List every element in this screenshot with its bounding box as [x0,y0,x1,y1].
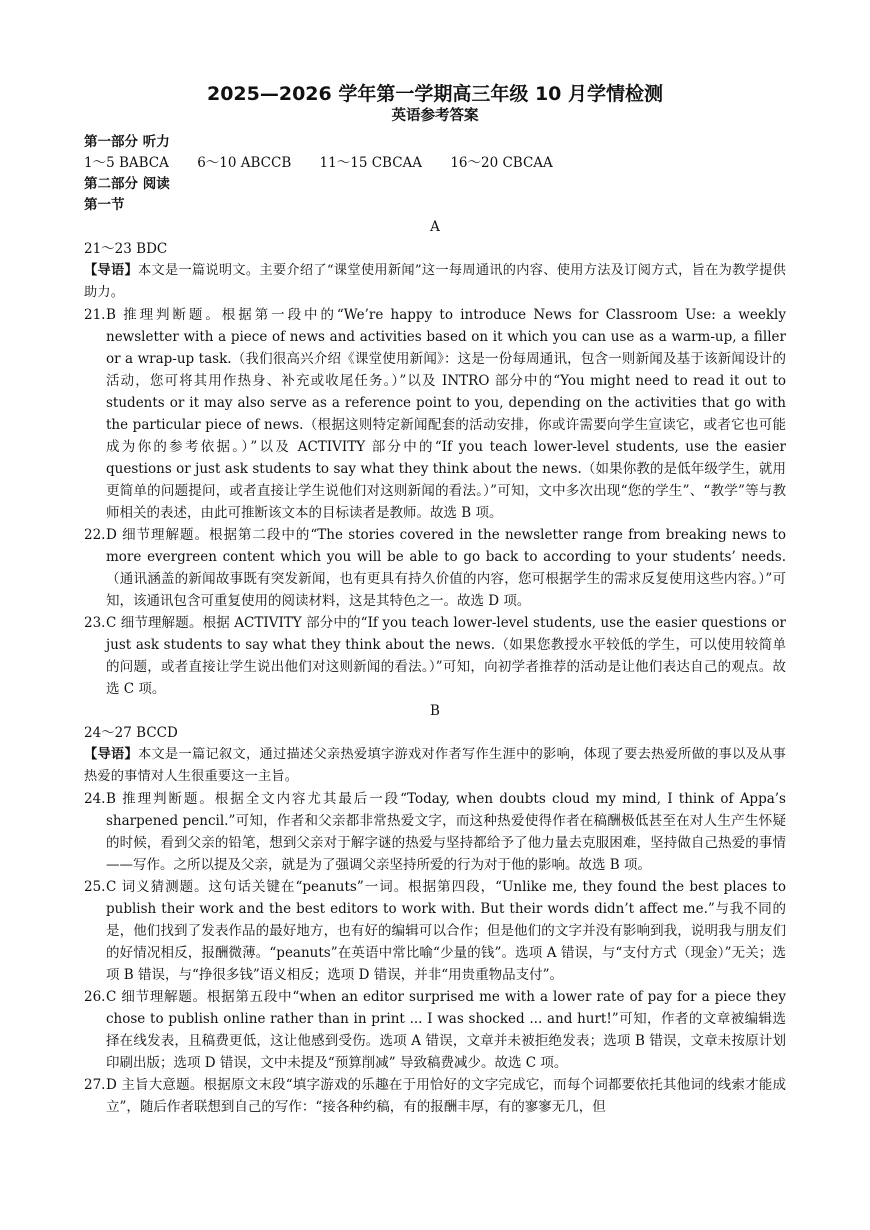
question-explanation: C 细节理解题。根据第五段中“when an editor surprised me with a lower rate of pay for a piece they chose to publish online rather than in print ... I was shocked ... and hurt!”可知，作者的文章被编辑选择在线发表，且稿费更低，这让他感到受伤。选项 A 错误，文章并未被拒绝发表；选项 B 错误，文章未按原计划印刷出版；选项 D 错误，文中未提及“预算削减” 导致稿费减少。故选 C 项。 [106,989,786,1071]
question-number: 22. [84,527,106,543]
question-item [84,612,786,700]
question-number: 26. [84,989,106,1005]
answer-group: 16～20 CBCAA [450,155,553,171]
page-title: 2025—2026 学年第一学期高三年级 10 月学情检测 [206,83,664,105]
passage-a-letter: A [430,219,440,235]
question-item [84,876,786,986]
passage-b-letter: B [430,703,440,719]
passage-a-guide [84,260,786,304]
question-item [84,524,786,612]
page-subtitle: 英语参考答案 [391,108,479,124]
question-item [84,1074,786,1118]
section-heading: 第一节 [84,197,125,213]
question-number: 25. [84,879,106,895]
question-explanation: B 推理判断题。根据全文内容尤其最后一段“Today, when doubts cloud my mind, I think of Appa’s sharpened pencil.”可知，作者和父亲都非常热爱文字，而这种热爱使得作者在稿酬极低甚至在对人生产生怀疑的时候，看到父亲的铅笔，想到父亲对于解字谜的热爱与坚持都给予了他力量去克服困难，坚持做自己热爱的事情——写作。之所以提及父亲，就是为了强调父亲坚持所爱的行为对于他的影响。故选 B 项。 [106,791,786,873]
answer-group: 1～5 BABCA [84,155,169,171]
guide-text: 本文是一篇记叙文，通过描述父亲热爱填字游戏对作者写作生涯中的影响，体现了要去热爱所做的事以及从事热爱的事情对人生很重要这一主旨。 [84,747,786,784]
question-explanation: B 推理判断题。根据第一段中的“We’re happy to introduce News for Classroom Use: a weekly newsletter with a piece of news and activities based on it which you can use as a warm-up, a filler or a wrap-up task.（我们很高兴介绍《课堂使用新闻》：这是一份每周通讯，包含一则新闻及基于该新闻设计的活动，您可将其用作热身、补充或收尾任务。）”以及 INTRO 部分中的“You might need to read it out to students or it may also serve as a reference point to you, depending on the activities that go with the particular piece of news.（根据这则特定新闻配套的活动安排，你或许需要向学生宣读它，或者它也可能成为你的参考依据。）”以及 ACTIVITY 部分中的“If you teach lower-level students, use the easier questions or just ask students to say what they think about the news.（如果你教的是低年级学生，就用更简单的问题提问，或者直接让学生说他们对这则新闻的看法。）”可知，文中多次出现“您的学生”、“教学”等与教师相关的表述，由此可推断该文本的目标读者是教师。故选 B 项。 [106,307,786,521]
question-number: 27. [84,1077,106,1093]
part1-heading: 第一部分 听力 [84,134,170,150]
guide-label: 【导语】 [84,747,139,762]
question-number: 24. [84,791,106,807]
answer-group: 11～15 CBCAA [319,155,423,171]
question-number: 23. [84,615,106,631]
passage-a-key: 21～23 BDC [84,241,168,257]
listening-answers [84,153,786,174]
question-number: 21. [84,307,106,323]
question-item [84,788,786,876]
guide-text: 本文是一篇说明文。主要介绍了“课堂使用新闻”这一每周通讯的内容、使用方法及订阅方式，旨在为教学提供助力。 [84,263,786,300]
part2-heading: 第二部分 阅读 [84,176,170,192]
question-explanation: C 词义猜测题。这句话关键在“peanuts”一词。根据第四段，“Unlike me, they found the best places to publish their work and the best editors to work with. But their words didn’t affect me.”与我不同的是，他们找到了发表作品的最好地方，也有好的编辑可以合作；但是他们的文字并没有影响到我，说明我与朋友们的好情况相反，报酬微薄。“peanuts”在英语中常比喻“少量的钱”。选项 A 错误，与“支付方式（现金）”无关；选项 B 错误，与“挣很多钱”语义相反；选项 D 错误，并非“用贵重物品支付”。 [106,879,786,983]
question-item [84,986,786,1074]
passage-b-guide [84,744,786,788]
answer-group: 6～10 ABCCB [197,155,292,171]
question-explanation: C 细节理解题。根据 ACTIVITY 部分中的“If you teach lower-level students, use the easier questions or just ask students to say what they think about the news.（如果您教授水平较低的学生，可以使用较简单的问题，或者直接让学生说出他们对这则新闻的看法。）”可知，向初学者推荐的活动是让他们表达自己的观点。故选 C 项。 [106,615,786,697]
question-explanation: D 主旨大意题。根据原文末段“填字游戏的乐趣在于用恰好的文字完成它，而每个词都要依托其他词的线索才能成立”，随后作者联想到自己的写作：“接各种约稿，有的报酬丰厚，有的寥寥无几，但 [106,1077,786,1115]
guide-label: 【导语】 [84,263,138,278]
passage-b-key: 24～27 BCCD [84,725,178,741]
question-item [84,304,786,524]
question-explanation: D 细节理解题。根据第二段中的“The stories covered in the newsletter range from breaking news to more evergreen content which you will be able to go back to according to your students’ needs.（通讯涵盖的新闻故事既有突发新闻，也有更具有持久价值的内容，您可根据学生的需求反复使用这些内容。）”可知，该通讯包含可重复使用的阅读材料，这是其特色之一。故选 D 项。 [106,527,786,609]
